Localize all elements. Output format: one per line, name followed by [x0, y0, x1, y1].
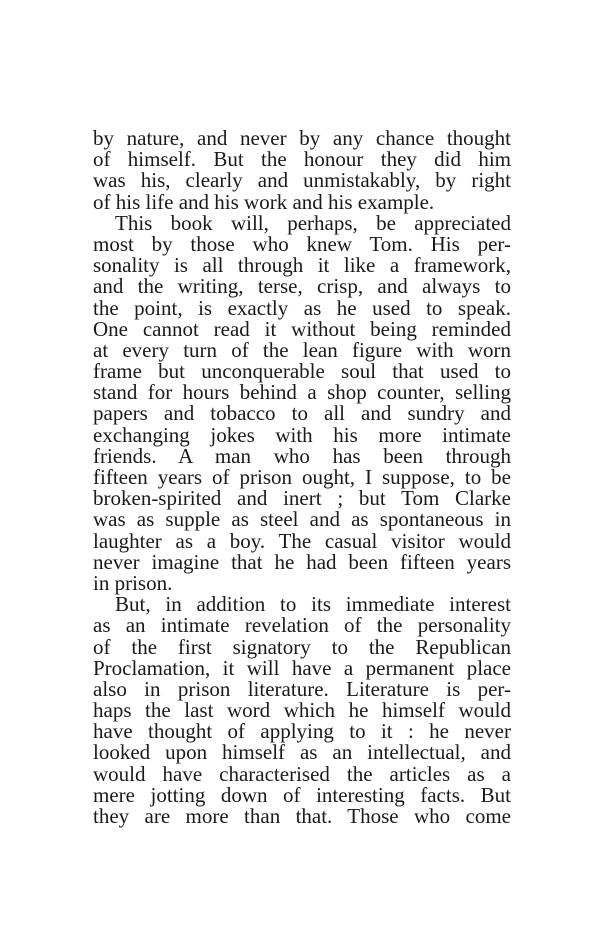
text-line: as an intimate revelation of the personality	[93, 613, 511, 638]
body-text	[93, 128, 511, 827]
text-line: broken-spirited and inert ; but Tom Clarke	[93, 486, 511, 511]
text-line: the point, is exactly as he used to speak.	[93, 295, 511, 320]
text-line: most by those who knew Tom. His per-	[93, 231, 511, 256]
text-line: haps the last word which he himself would	[93, 698, 511, 723]
text-line: fifteen years of prison ought, I suppose, to be	[93, 465, 511, 489]
text-line: and the writing, terse, crisp, and always to	[93, 274, 511, 299]
text-line: also in prison literature. Literature is per-	[93, 676, 511, 701]
text-line: was his, clearly and unmistakably, by right	[93, 168, 511, 193]
text-line: frame but unconquerable soul that used to	[93, 359, 511, 384]
text-line: laughter as a boy. The casual visitor would	[93, 528, 511, 553]
text-line: papers and tobacco to all and sundry and	[93, 401, 511, 426]
text-line: exchanging jokes with his more intimate	[93, 422, 511, 447]
text-line: of the first signatory to the Republican	[93, 634, 511, 659]
text-line: they are more than that. Those who come	[93, 804, 511, 828]
text-line: looked upon himself as an intellectual, and	[93, 740, 511, 765]
text-line: in prison.	[93, 570, 173, 595]
text-line: have thought of applying to it : he never	[93, 719, 511, 744]
text-line: of his life and his work and his example.	[93, 189, 435, 214]
text-line: by nature, and never by any chance thought	[93, 126, 511, 150]
text-line: This book will, perhaps, be appreciated	[115, 210, 511, 235]
text-line: Proclamation, it will have a permanent place	[93, 655, 511, 680]
text-line: would have characterised the articles as a	[93, 761, 511, 786]
text-line: at every turn of the lean figure with worn	[93, 337, 511, 362]
text-line: One cannot read it without being reminded	[93, 316, 511, 341]
text-line: friends. A man who has been through	[93, 443, 511, 468]
text-line: was as supple as steel and as spontaneous in	[93, 507, 511, 532]
text-line: sonality is all through it like a framework,	[93, 253, 511, 278]
text-line: never imagine that he had been fifteen years	[93, 549, 511, 574]
text-line: But, in addition to its immediate interest	[115, 592, 511, 617]
text-line: of himself. But the honour they did him	[93, 147, 511, 172]
text-line: stand for hours behind a shop counter, selling	[93, 380, 511, 405]
text-line: mere jotting down of interesting facts. But	[93, 782, 511, 807]
